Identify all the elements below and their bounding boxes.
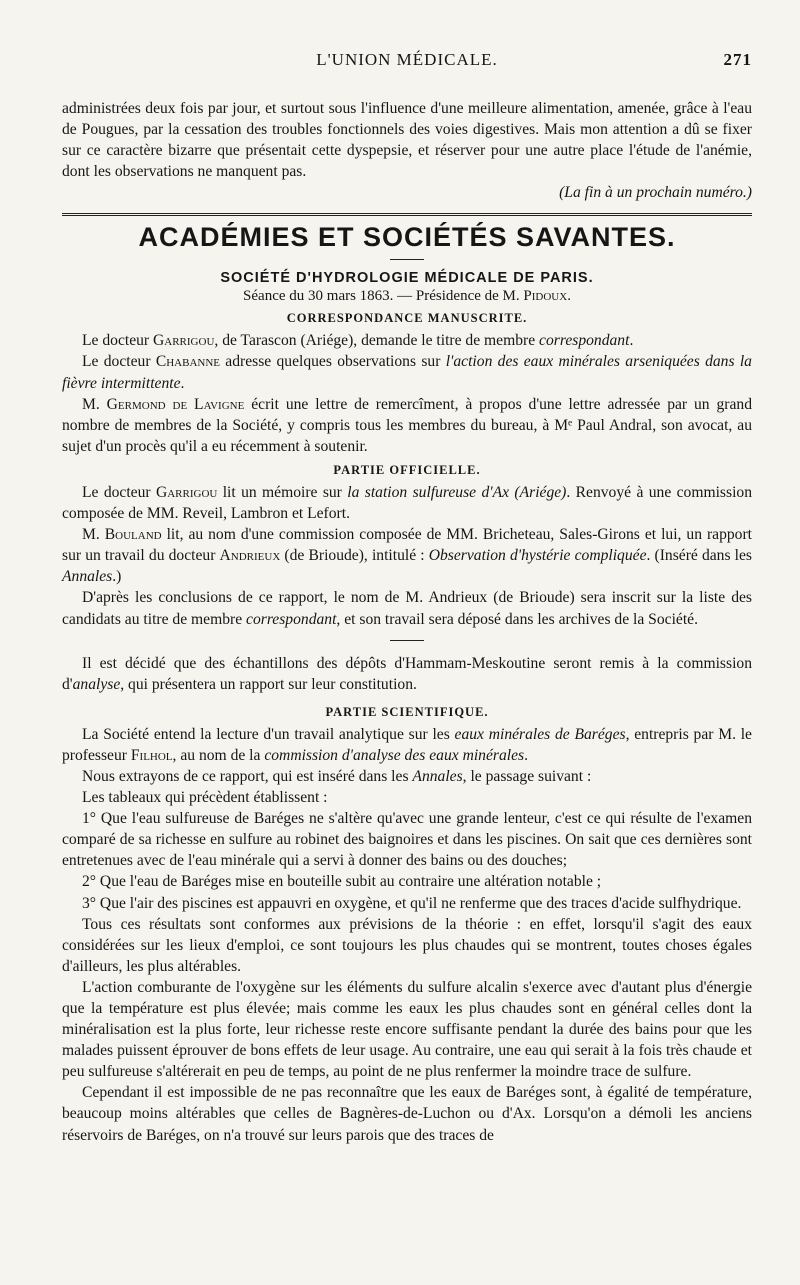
correspondance-heading: CORRESPONDANCE MANUSCRITE.: [286, 311, 528, 326]
paragraph: L'action comburante de l'oxygène sur les éléments du sulfure alcalin s'exerce avec d'autant plus d'énergie que la température est plus élevée; mais comme les eaux les plus chaudes sont en général celles dont la minéralisation est la plus forte, leur richesse reste encore suffisante pendant la durée des bains pour que les malades puissent éprouver de bons effets de leur usage. Au contraire, une eau qui serait à la fois très chaude et peu sulfureuse s'altérerait en peu de temps, au point de ne plus renfermer la moindre trace de sulfure.: [62, 978, 752, 1081]
seance-line: Séance du 30 mars 1863. — Présidence de M. Pidoux.: [243, 288, 571, 305]
page-number: 271: [723, 50, 752, 69]
journal-title: L'UNION MÉDICALE.: [316, 50, 498, 69]
paragraph: Nous extrayons de ce rapport, qui est inséré dans les Annales, le passage suivant :: [82, 767, 592, 785]
paragraph: Le docteur Chabanne adresse quelques observations sur l'action des eaux minérales arseniquées dans la fièvre intermittente.: [62, 353, 752, 392]
paragraph: Il est décidé que des échantillons des dépôts d'Hammam-Meskoutine seront remis à la commission d'analyse, qui présentera un rapport sur leur constitution.: [62, 654, 752, 693]
paragraph: Tous ces résultats sont conformes aux prévisions de la théorie : en effet, lorsqu'il s'agit des eaux considérées sur les lieux d'emploi, ce sont toujours les plus chaudes qui se montrent, toutes choses égales d'ailleurs, les plus altérables.: [62, 915, 752, 975]
short-divider: [390, 259, 424, 260]
paragraph: M. Germond de Lavigne écrit une lettre de remercîment, à propos d'une lettre adressée par un grand nombre de membres de la Société, y compris tous les membres du bureau, à Mᵉ Paul Andral, son avocat, au sujet d'un procès qu'il a eu récemment à soutenir.: [62, 395, 752, 455]
list-item: 2° Que l'eau de Baréges mise en bouteille subit au contraire une altération notable ;: [82, 873, 602, 891]
paragraph: Les tableaux qui précèdent établissent :: [82, 789, 328, 807]
paragraph: M. Bouland lit, au nom d'une commission composée de MM. Bricheteau, Sales-Girons et lui, un rapport sur un travail du docteur Andrieux (de Brioude), intitulé : Observation d'hystérie compliquée. (Inséré dans les Annales.): [62, 526, 753, 586]
intro-paragraph: administrées deux fois par jour, et surtout sous l'influence d'une meilleure alimentation, amenée, grâce à l'eau de Pougues, par la cessation des troubles fonctionnels des voies digestives. Mais mon attention a dû se fixer sur ce caractère bizarre que présentait cette dyspepsie, et réserver pour une autre place l'étude de l'anémie, dont les observations ne manquent pas.: [62, 100, 752, 181]
section-title: ACADÉMIES ET SOCIÉTÉS SAVANTES.: [138, 222, 676, 253]
short-divider: [390, 640, 424, 641]
journal-page: [62, 50, 752, 1146]
list-item: 3° Que l'air des piscines est appauvri en oxygène, et qu'il ne renferme que des traces d'acide sulfhydrique.: [82, 894, 742, 912]
officielle-heading: PARTIE OFFICIELLE.: [333, 462, 481, 477]
paragraph: Cependant il est impossible de ne pas reconnaître que les eaux de Baréges sont, à égalité de température, beaucoup moins altérables que celles de Bagnères-de-Luchon ou d'Ax. Lorsqu'on a démoli les anciens réservoirs de Baréges, on n'a trouvé sur leurs parois que des traces de: [62, 1084, 752, 1144]
paragraph: Le docteur Garrigou, de Tarascon (Ariége), demande le titre de membre correspondant.: [82, 332, 634, 350]
society-heading: SOCIÉTÉ D'HYDROLOGIE MÉDICALE DE PARIS.: [220, 270, 594, 287]
paragraph: Le docteur Garrigou lit un mémoire sur la station sulfureuse d'Ax (Ariége). Renvoyé à une commission composée de MM. Reveil, Lambron et Lefort.: [62, 483, 752, 523]
section-divider: [62, 213, 752, 216]
paragraph: D'après les conclusions de ce rapport, le nom de M. Andrieux (de Brioude) sera inscrit sur la liste des candidats au titre de membre correspondant, et son travail sera déposé dans les archives de la Société.: [62, 589, 752, 628]
scientifique-heading: PARTIE SCIENTIFIQUE.: [325, 704, 489, 719]
running-head: [62, 50, 752, 76]
paragraph: La Société entend la lecture d'un travail analytique sur les eaux minérales de Baréges, entrepris par M. le professeur Filhol, au nom de la commission d'analyse des eaux minérales.: [62, 725, 752, 764]
president-name: Pidoux: [523, 288, 568, 305]
list-item: 1° Que l'eau sulfureuse de Baréges ne s'altère qu'avec une grande lenteur, c'est ce qui résulte de l'examen comparé de sa richesse en sulfure au robinet des baignoires et dans les piscines. On sait que ces dernières sont entretenues avec de l'eau minérale qui a servi à donner des bains ou des douches;: [62, 810, 752, 870]
continued-note: (La fin à un prochain numéro.): [559, 184, 752, 202]
